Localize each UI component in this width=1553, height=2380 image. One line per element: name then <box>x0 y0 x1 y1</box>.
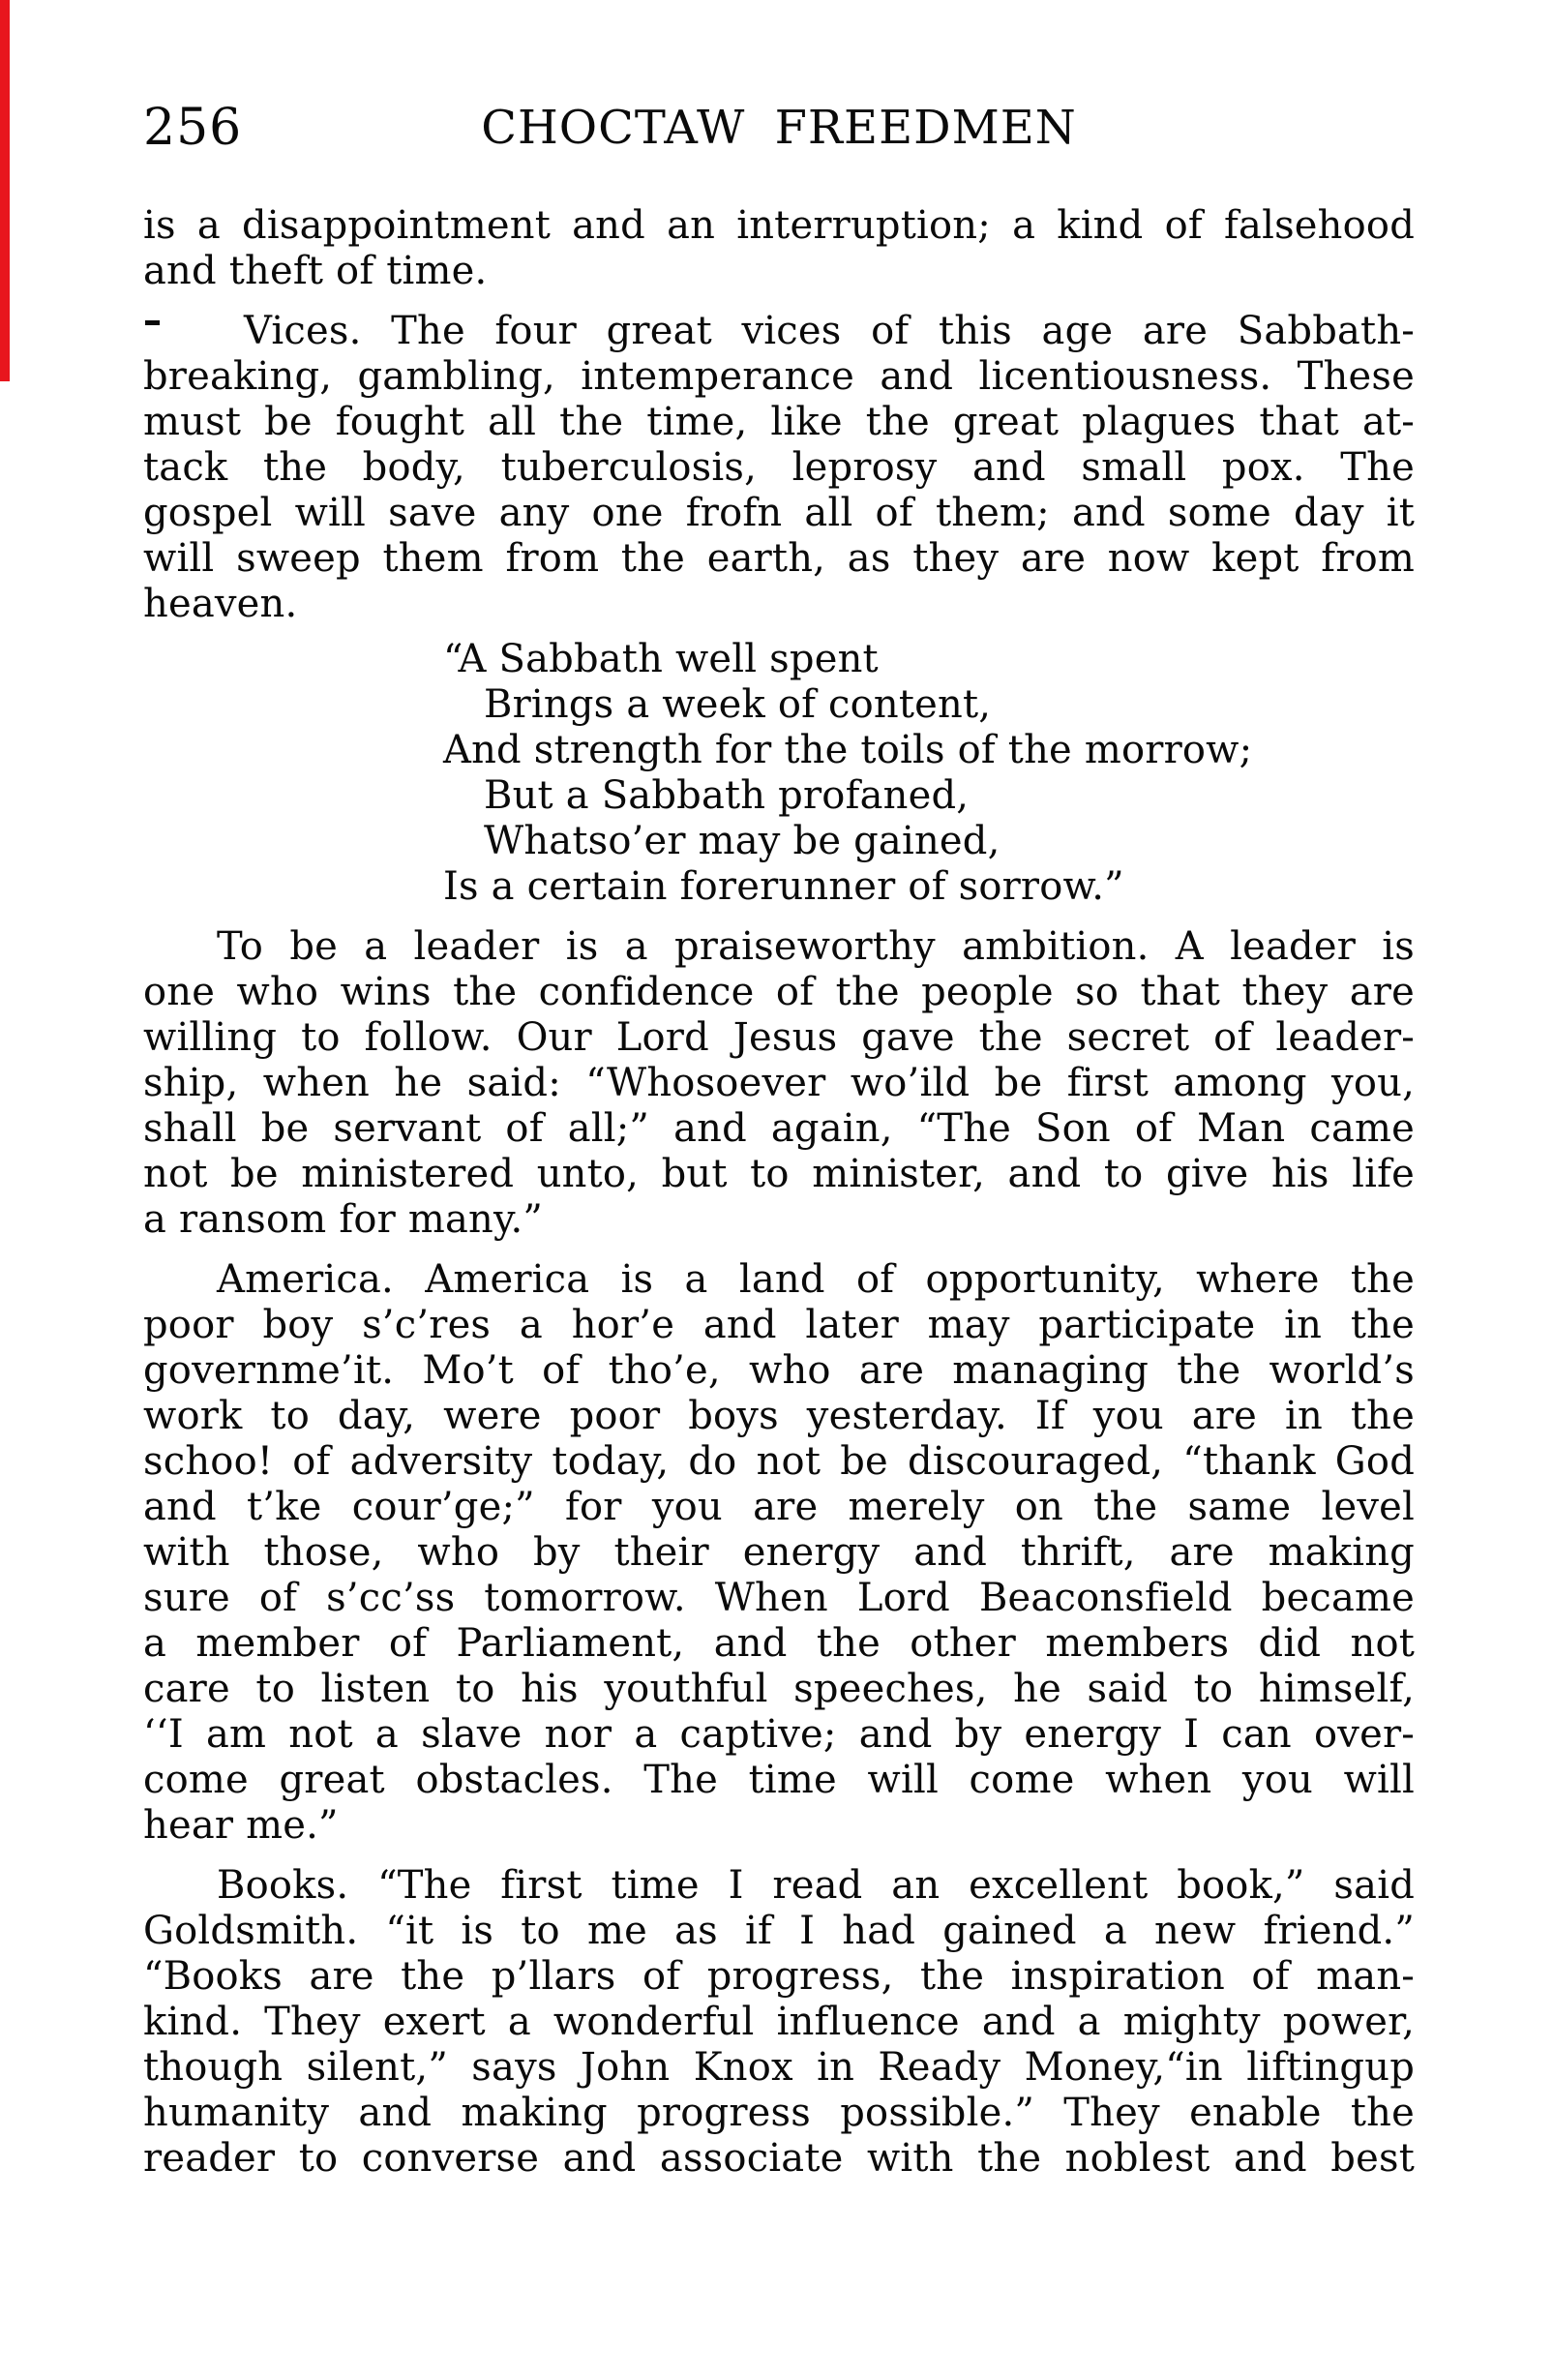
text-line: schoo! of adversity today, do not be discouraged, “thank God <box>143 1439 1415 1484</box>
text-line: not be ministered unto, but to minister, and to give his life <box>143 1152 1415 1196</box>
text-line: work to day, were poor boys yesterday. If you are in the <box>143 1394 1415 1438</box>
text-line: “Books are the p’llars of progress, the inspiration of man- <box>143 1954 1415 1999</box>
text-line: come great obstacles. The time will come when you will <box>143 1758 1415 1802</box>
text-line: humanity and making progress possible.” They enable the <box>143 2091 1415 2135</box>
text-line: must be fought all the time, like the great plagues that at- <box>143 400 1415 444</box>
page-number: 256 <box>143 99 243 157</box>
text-line: poor boy s’c’res a hor’e and later may participate in the <box>143 1303 1415 1347</box>
text-line: governme’it. Mo’t of tho’e, who are managing the world’s <box>143 1348 1415 1393</box>
text-line: will sweep them from the earth, as they are now kept from <box>143 536 1415 581</box>
text-line: sure of s’cc’ss tomorrow. When Lord Beaconsfield became <box>143 1576 1415 1620</box>
poem-quote <box>143 637 1415 910</box>
text-line: ‘‘I am not a slave nor a captive; and by energy I can over- <box>143 1712 1415 1757</box>
poem-line: Whatso’er may be gained, <box>484 819 1000 863</box>
poem-line: Brings a week of content, <box>484 682 992 727</box>
poem-line: Is a certain forerunner of sorrow.” <box>443 864 1124 909</box>
page-header <box>143 101 1415 159</box>
text-line: one who wins the confidence of the people so that they are <box>143 970 1415 1014</box>
text-line: is a disappointment and an interruption; a kind of falsehood <box>143 203 1415 248</box>
text-line: reader to converse and associate with the noblest and best <box>143 2136 1415 2181</box>
text-line: a ransom for many.” <box>143 1197 544 1242</box>
paragraph <box>143 309 1415 627</box>
text-line: kind. They exert a wonderful influence and a mighty power, <box>143 2000 1415 2044</box>
text-column <box>143 203 1415 2182</box>
text-line: tack the body, tuberculosis, leprosy and small pox. The <box>143 445 1415 490</box>
paragraph <box>143 1257 1415 1849</box>
paragraph <box>143 924 1415 1243</box>
text-line: To be a leader is a praiseworthy ambition. A leader is <box>217 924 1415 969</box>
poem-line: “A Sabbath well spent <box>443 637 879 681</box>
text-line: with those, who by their energy and thrift, are making <box>143 1530 1415 1575</box>
text-line: willing to follow. Our Lord Jesus gave the secret of leader- <box>143 1015 1415 1060</box>
text-line: breaking, gambling, intemperance and licentiousness. These <box>143 354 1415 399</box>
red-edge-strip <box>0 0 10 381</box>
text-line: ship, when he said: “Whosoever wo’ild be first among you, <box>143 1061 1415 1105</box>
paragraph <box>143 203 1415 294</box>
text-line: America. America is a land of opportunity, where the <box>217 1257 1415 1302</box>
page-title: CHOCTAW FREEDMEN <box>481 101 1077 155</box>
text-line: Vices. The four great vices of this age are Sabbath- <box>244 309 1415 353</box>
text-line: Books. “The first time I read an excellent book,” said <box>217 1863 1415 1908</box>
text-line: though silent,” says John Knox in Ready Money,“in liftingup <box>143 2045 1415 2090</box>
text-line: care to listen to his youthful speeches, he said to himself, <box>143 1667 1415 1711</box>
text-line: a member of Parliament, and the other members did not <box>143 1621 1415 1666</box>
text-line: Goldsmith. “it is to me as if I had gained a new friend.” <box>143 1909 1415 1953</box>
text-line: and t’ke cour’ge;” for you are merely on the same level <box>143 1485 1415 1529</box>
text-line: and theft of time. <box>143 249 488 293</box>
text-line: shall be servant of all;” and again, “The Son of Man came <box>143 1106 1415 1151</box>
poem-line: And strength for the toils of the morrow; <box>443 728 1253 772</box>
text-line: gospel will save any one frofn all of them; and some day it <box>143 491 1415 535</box>
text-line: heaven. <box>143 582 298 626</box>
poem-line: But a Sabbath profaned, <box>484 773 970 818</box>
paragraph <box>143 1863 1415 2182</box>
text-line: hear me.” <box>143 1803 339 1848</box>
